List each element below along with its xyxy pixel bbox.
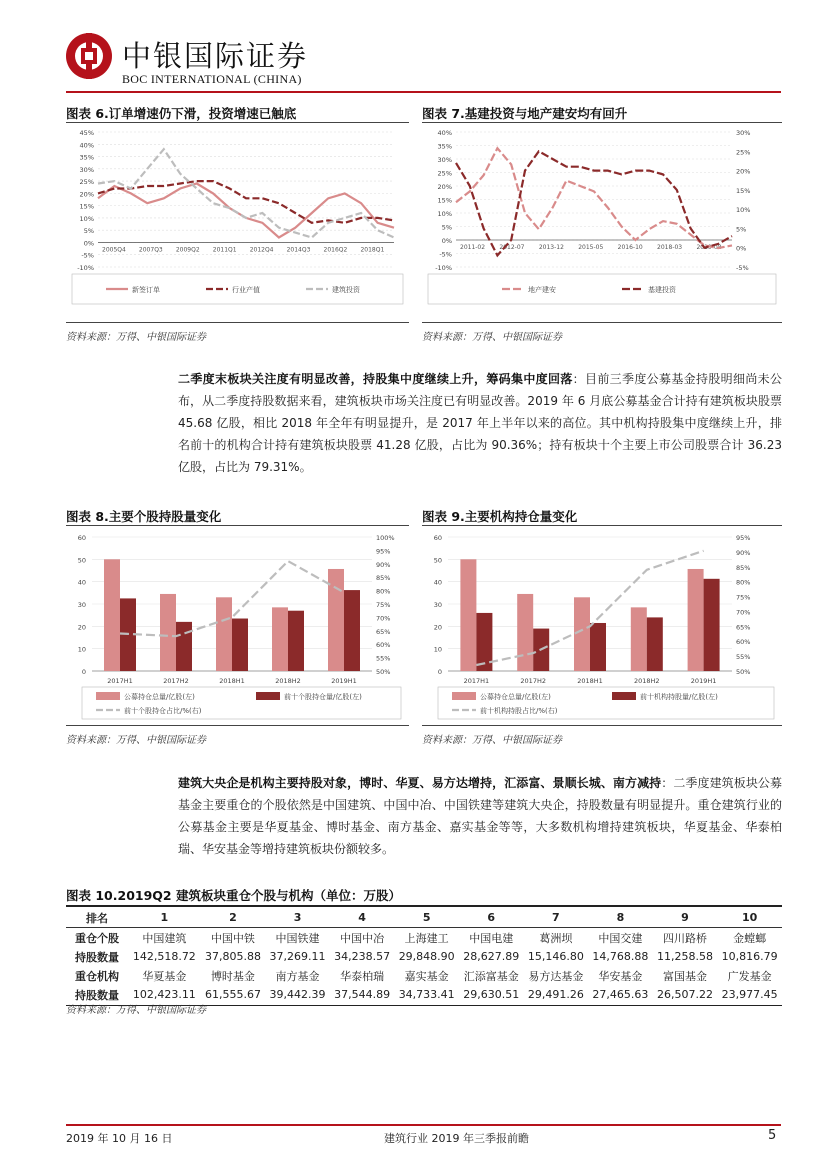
rank-cell: 7 [552,911,560,924]
stock-holding-cell: 11,258.58 [657,950,713,963]
y2-tick-label: 55% [736,653,751,662]
rank-header: 排名 [86,911,108,925]
fig9-source: 资料来源：万得、中银国际证券 [422,735,562,746]
y-tick-label: 40 [433,578,442,587]
stock-cell: 上海建工 [394,928,459,948]
y2-tick-label: 5% [736,225,747,234]
bar-series-1 [104,559,120,671]
y2-tick-label: 0% [736,244,747,253]
fig6-bottom-rule [66,322,409,323]
legend-swatch [612,692,636,700]
legend-label: 地产建安 [528,286,556,294]
y2-tick-label: 85% [376,574,391,583]
y-tick-label: 35% [79,153,94,162]
y2-tick-label: 15% [736,186,751,195]
x-tick-label: 2015-05 [578,244,604,251]
y-tick-label: -5% [439,250,452,259]
stock-holding-cell: 34,238.57 [334,950,391,963]
stock-holding-cell: 29,848.90 [398,950,455,963]
brand-name-cn: 中银国际证券 [122,39,309,73]
legend-swatch [256,692,280,700]
boc-logo-icon [66,33,112,79]
institution-cell: 嘉实基金 [404,969,449,983]
stock-cell: 中国建筑 [128,928,201,948]
inst-holding-cell: 29,491.26 [527,988,584,1001]
fig7-title: 图表 7.基建投资与地产建安均有回升 [422,106,628,121]
x-tick-label: 2011Q1 [212,246,237,254]
footer-date: 2019 年 10 月 16 日 [66,1132,173,1145]
y-tick-label: 50 [433,556,442,565]
inst-holding-cell: 102,423.11 [132,988,196,1001]
institution-cell: 富国基金 [662,969,707,983]
institution-cell: 华夏基金 [142,969,187,983]
x-tick-label: 2019H1 [690,677,717,685]
table10-title: 图表 10.2019Q2 建筑板块重仓个股与机构（单位：万股） [66,888,401,903]
table-row-stocks [66,928,782,948]
y-tick-label: 10 [433,645,442,654]
x-tick-label: 2014Q3 [286,246,311,254]
legend-label: 建筑投资 [332,286,360,294]
legend-label: 前十个股持仓量/亿股(左) [284,693,362,701]
y2-tick-label: 30% [736,129,751,137]
bar-series-2 [176,622,192,671]
y-tick-label: 15% [79,202,94,211]
legend-box [428,274,776,304]
x-tick-label: 2018H1 [219,677,245,685]
legend-label: 行业产值 [232,286,260,294]
fig6-source: 资料来源：万得、中银国际证券 [66,332,206,343]
x-tick-label: 2017H2 [163,677,189,685]
footer-page-number: 5 [768,1128,777,1143]
brand-name-en: BOC INTERNATIONAL (CHINA) [122,72,302,86]
stock-holding-cell: 37,805.88 [204,950,261,963]
y2-tick-label: 85% [736,563,751,572]
x-tick-label: 2017H1 [463,677,490,685]
stock-cell: 葛洲坝 [524,928,589,948]
bar-series-2 [704,579,720,671]
bar-series-1 [460,559,476,671]
bar-series-1 [160,594,176,671]
legend-label: 新签订单 [132,286,160,294]
y2-tick-label: 90% [376,560,391,569]
bar-series-2 [647,617,663,671]
y-tick-label: 5% [441,223,452,232]
y2-tick-label: 100% [376,534,395,542]
y2-tick-label: 75% [376,601,391,609]
y-tick-label: 30% [437,156,452,164]
legend-label: 前十机构持股占比/%(右) [480,707,558,715]
table-row-stock-holdings [66,947,782,966]
stock-cell: 中国电建 [459,928,524,948]
y-tick-label: 30% [79,165,94,174]
rank-cell: 4 [358,911,366,924]
legend-label: 前十机构持股量/亿股(左) [640,693,718,701]
inst-holding-cell: 29,630.51 [463,988,520,1001]
fig6-title: 图表 6.订单增速仍下滑，投资增速已触底 [66,106,297,121]
y-tick-label: 10% [79,214,94,223]
paragraph-holdings-lead: 二季度末板块关注度有明显改善，持股集中度继续上升，筹码集中度回落 [178,372,573,386]
y2-tick-label: 75% [736,593,751,602]
y-tick-label: 30 [77,601,86,609]
x-tick-label: 2018-03 [657,244,683,251]
y2-tick-label: 95% [736,534,751,542]
y-tick-label: 10 [77,645,86,654]
x-tick-label: 2019-08 [696,244,722,251]
paragraph-institutions [178,772,782,860]
footer-doc-title: 建筑行业 2019 年三季报前瞻 [384,1132,529,1145]
bar-series-1 [216,597,232,671]
fig7-bottom-rule [422,322,782,323]
table-row-rank [66,908,782,928]
x-tick-label: 2013-12 [538,244,564,251]
institution-cell: 易方达基金 [528,969,584,983]
institution-cell: 华泰柏瑞 [340,969,385,983]
y2-tick-label: 70% [736,608,751,617]
institution-cell: 南方基金 [275,969,320,983]
y-tick-label: 60 [77,534,86,542]
y2-tick-label: 60% [736,638,751,647]
y2-tick-label: 80% [376,587,391,596]
y-tick-label: 5% [83,227,94,236]
bar-series-1 [688,569,704,671]
stock-cell: 四川路桥 [653,928,718,948]
bar-series-1 [272,607,288,671]
y2-tick-label: 10% [736,206,751,215]
y2-tick-label: 80% [736,578,751,587]
y2-tick-label: -5% [736,264,749,272]
y-tick-label: 40% [437,129,452,137]
bar-series-2 [288,611,304,671]
stock-holding-cell: 14,768.88 [592,950,649,963]
y-tick-label: -5% [81,251,94,260]
table10-top-border [66,905,782,907]
y-tick-label: 10% [437,210,452,218]
y-tick-label: 50 [77,556,86,565]
institution-cell: 广发基金 [727,969,772,983]
y-tick-label: 20 [77,623,86,632]
bar-series-2 [344,590,360,671]
x-tick-label: 2016-10 [617,244,643,251]
inst-holding-cell: 61,555.67 [204,988,261,1001]
rank-cell: 1 [160,911,169,924]
paragraph-holdings-text: ：目前三季度公募基金持股明细尚未公布，从二季度持股数据来看，建筑板块市场关注度已有明显改善。2019 年 6 月底公募基金合计持有建筑板块股票 45.68 亿股，相比 2018 年全年有明显提升，是 2017 年上半年以来的高位。其中机构持股集中度继续上升，排名前十的机构合计持有建筑板块股票 41.28 亿股，占比为 90.36%；持有板块十个主要上市公司股票合计 36.23 亿股，占比为 79.31%。 [178,372,782,474]
y2-tick-label: 65% [376,627,391,636]
y-tick-label: 15% [437,196,452,205]
y-tick-label: 60 [433,534,442,542]
y2-tick-label: 65% [736,623,751,632]
fig8-chart [66,527,409,723]
fig8-bottom-rule [66,725,409,726]
rank-cell: 3 [293,911,302,924]
y-tick-label: 30 [433,601,442,609]
y2-tick-label: 60% [376,641,391,650]
y-tick-label: 20 [433,623,442,632]
bar-series-2 [232,619,248,671]
x-tick-label: 2016Q2 [323,246,348,254]
bar-series-1 [517,594,533,671]
inst-holdings-header: 持股数量 [75,988,119,1002]
y2-tick-label: 25% [736,148,751,157]
fig7-title-rule [422,122,782,123]
y2-tick-label: 50% [376,668,391,676]
inst-holding-cell: 27,465.63 [592,988,649,1001]
stock-holdings-header: 持股数量 [75,950,119,964]
stock-cell: 金螳螂 [717,928,782,948]
x-tick-label: 2018H2 [275,677,301,685]
rank-cell: 8 [616,911,625,924]
y-tick-label: 25% [79,178,94,187]
fig7-source: 资料来源：万得、中银国际证券 [422,332,562,343]
x-tick-label: 2005Q4 [102,246,126,254]
fig8-title: 图表 8.主要个股持股量变化 [66,509,222,524]
x-tick-label: 2018Q1 [360,246,385,254]
x-tick-label: 2009Q2 [175,246,200,254]
bar-series-1 [631,607,647,671]
y-tick-label: 0 [81,668,86,676]
legend-label: 前十个股持仓占比/%(右) [124,707,202,715]
inst-holding-cell: 23,977.45 [721,988,778,1001]
fig9-chart [422,527,782,723]
footer-rule [66,1124,781,1126]
x-tick-label: 2017H1 [107,677,133,685]
institutions-header: 重仓机构 [75,969,119,983]
y-tick-label: -10% [435,264,452,272]
institution-cell: 汇添富基金 [463,969,519,983]
stock-holding-cell: 142,518.72 [132,950,196,963]
stock-holding-cell: 10,816.79 [721,950,778,963]
fig7-chart [422,124,782,320]
table-row-institutions [66,966,782,985]
y-tick-label: 20% [79,190,94,199]
header-rule [66,91,781,93]
paragraph-holdings [178,368,782,478]
legend-label: 基建投资 [648,286,676,294]
y2-tick-label: 95% [376,547,391,556]
x-tick-label: 2011-02 [460,244,486,251]
y2-tick-label: 70% [376,614,391,623]
rank-cell: 2 [229,911,237,924]
stock-cell: 中国中冶 [330,928,395,948]
rank-cell: 9 [681,911,689,924]
legend-label: 公募持仓总量/亿股(左) [480,693,551,701]
y-tick-label: -10% [77,264,94,272]
y-tick-label: 0 [437,668,442,676]
stock-holding-cell: 28,627.89 [463,950,520,963]
stock-cell: 中国铁建 [265,928,330,948]
x-tick-label: 2019H1 [331,677,357,685]
inst-holding-cell: 37,544.89 [334,988,391,1001]
bar-series-1 [574,597,590,671]
stocks-header: 重仓个股 [66,928,128,948]
institution-cell: 博时基金 [210,969,255,983]
y2-tick-label: 90% [736,548,751,557]
x-tick-label: 2018H1 [577,677,603,685]
y2-tick-label: 20% [736,167,751,176]
inst-holding-cell: 34,733.41 [398,988,455,1001]
x-tick-label: 2017H2 [520,677,546,685]
fig6-title-rule [66,122,409,123]
y2-tick-label: 55% [376,654,391,663]
fig9-bottom-rule [422,725,782,726]
y-tick-label: 40% [79,141,94,150]
paragraph-institutions-text: ：二季度建筑板块公募基金主要重仓的个股依然是中国建筑、中国中冶、中国铁建等建筑大央企，持股数量有明显提升。重仓建筑行业的公募基金主要是华夏基金、博时基金、南方基金、嘉实基金等等，大多数机构增持建筑板块，华夏基金、华泰柏瑞、华安基金等增持建筑板块份额较多。 [178,776,782,856]
holdings-table [66,908,782,1004]
rank-cell: 5 [422,911,431,924]
stock-cell: 中国中铁 [201,928,266,948]
stock-holding-cell: 15,146.80 [527,950,584,963]
fig8-source: 资料来源：万得、中银国际证券 [66,735,206,746]
x-tick-label: 2012Q4 [249,246,274,254]
y-tick-label: 0% [441,237,452,245]
series-line-1 [456,148,732,248]
y-tick-label: 45% [79,129,94,137]
y-tick-label: 40 [77,578,86,587]
table10-source: 资料来源：万得、中银国际证券 [66,1005,206,1016]
stock-holding-cell: 37,269.11 [269,950,326,963]
y-tick-label: 0% [83,239,94,248]
series-line-1 [98,184,394,238]
y2-tick-label: 50% [736,668,751,676]
x-tick-label: 2007Q3 [138,246,163,254]
y-tick-label: 20% [437,183,452,191]
x-tick-label: 2012-07 [499,244,525,251]
inst-holding-cell: 39,442.39 [269,988,326,1001]
fig9-title: 图表 9.主要机构持仓量变化 [422,509,578,524]
legend-swatch [452,692,476,700]
y-tick-label: 35% [437,142,452,151]
bar-series-2 [590,623,606,671]
y-tick-label: 25% [437,169,452,178]
stock-cell: 中国交建 [588,928,653,948]
rank-cell: 6 [487,911,496,924]
inst-holding-cell: 26,507.22 [657,988,713,1001]
legend-swatch [96,692,120,700]
legend-label: 公募持仓总量/亿股(左) [124,693,195,701]
paragraph-institutions-lead: 建筑大央企是机构主要持股对象，博时、华夏、易方达增持，汇添富、景顺长城、南方减持 [178,776,662,790]
institution-cell: 华安基金 [598,969,643,983]
fig8-title-rule [66,525,409,526]
fig9-title-rule [422,525,782,526]
x-tick-label: 2018H2 [634,677,660,685]
rank-cell: 10 [741,911,758,924]
fig6-chart [66,124,409,320]
